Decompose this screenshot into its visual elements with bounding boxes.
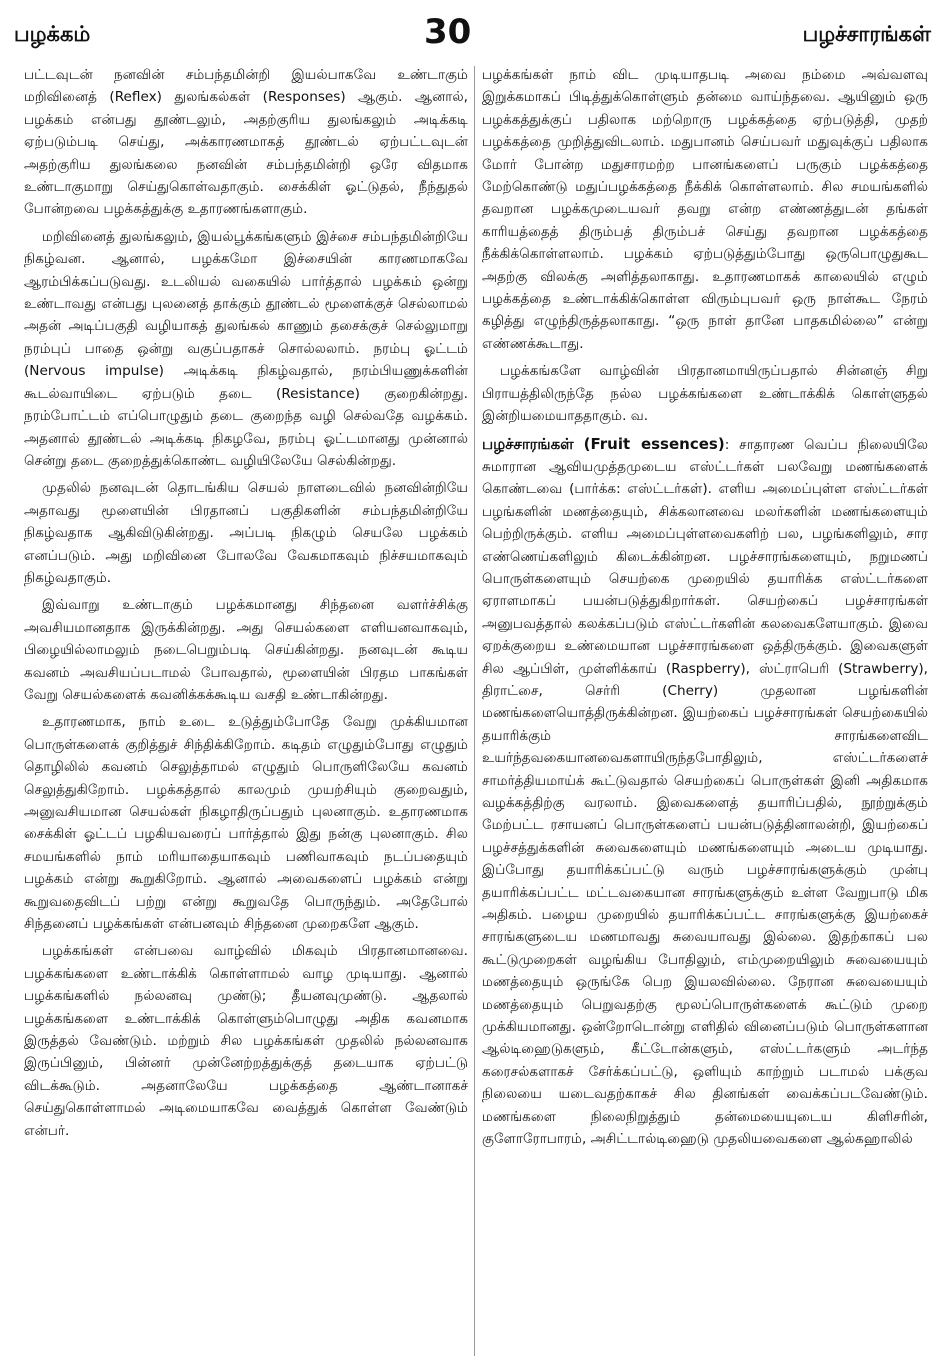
paragraph: உதாரணமாக, நாம் உடை உடுத்தும்போதே வேறு முக்கியமான பொருள்களைக் குறித்துச் சிந்திக்கிறோம். கடிதம் எழுதும்போது எழுதும் தொழிலில் கவனம் செலுத்தாமல் எழுதும் பொருளிலேயே கவனம் செலுத்துகிறோம். பழக்கத்தால் காலமும் முயற்சியும் குறைவதும், அனுவசியமான செயல்கள் நிகழாதிருப்பதும் புலனாகும். உதாரணமாக சைக்கிள் ஓட்டப் பழகியவரைப் பார்த்தால் இது நன்கு புலனாகும். சில சமயங்களில் நாம் மரியாதையாகவும் பணிவாகவும் நடப்பதையும் பழக்கம் என்று கூறுகிறோம். ஆனால் அவைகளைப் பழக்கம் என்று கூறுவதைவிடப் பற்று என்று கூறுவதே பொருந்தும். அதேபோல் சிந்தனைப் பழக்கங்கள் என்பனவும் சிந்தனை முறைகளே ஆகும்.: [24, 714, 468, 933]
entry-headword: பழச்சாரங்கள்: [482, 434, 574, 453]
paragraph: முதலில் நனவுடன் தொடங்கிய செயல் நாளடைவில் நனவின்றியே அதாவது மூளையின் பிரதானப் பகுதிகளின் சம்பந்தமின்றியே நிகழ்வதாக ஆகிவிடுகின்றது. அப்படி நிகழும் செயலே பழக்கம் எனப்படும். அது மறிவினை போலவே வேகமாகவும் நிச்சயமாகவும் நிகழ்வதாகும்.: [24, 480, 468, 586]
page-number: 30: [424, 12, 472, 52]
running-head-right: பழச்சாரங்கள்: [802, 22, 931, 46]
page-header: [0, 0, 949, 60]
left-column: [24, 64, 468, 1356]
paragraph: மறிவினைத் துலங்கலும், இயல்பூக்கங்களும் இச்சை சம்பந்தமின்றியே நிகழ்வன. ஆனால், பழக்கமோ இச்சையின் காரணமாகவே ஆரம்பிக்கப்படுவது. உடலியல் வகையில் பார்த்தால் பழக்கம் ஒன்று உண்டாவது என்பது புலனைத் தாக்கும் தூண்டல் மூளைக்குச் செல்லாமல் அதன் அடிப்பகுதி வழியாகத் துலங்கல் காணும் தசைக்குச் செல்லுமாறு நரம்புப் பாதை ஒன்று வகுப்பதாகச் சொல்லலாம். நரம்பு ஓட்டம் (Nervous impulse) அடிக்கடி நிகழ்வதால், நரம்பியணுக்களின் கூடல்வாயிடை ஏற்படும் தடை (Resistance) குறைகின்றது. நரம்போட்டம் எப்பொழுதும் தடை குறைந்த வழி செல்வதே வழக்கம். அதனால் தூண்டல் அடிக்கடி நிகழவே, நரம்பு ஓட்டமானது முன்னால் சென்று தடை குறைத்துக்கொண்ட வழியிலேயே செல்கின்றது.: [24, 228, 468, 469]
entry-headword-english: (Fruit essences): [583, 434, 725, 453]
column-divider: [474, 66, 475, 1356]
paragraph: பழக்கங்கள் என்பவை வாழ்வில் மிகவும் பிரதானமானவை. பழக்கங்களை உண்டாக்கிக் கொள்ளாமல் வாழ முடியாது. ஆனால் பழக்கங்களில் நல்லனவு முண்டு; தீயனவுமுண்டு. ஆதலால் பழக்கங்களை உண்டாக்கிக் கொள்ளும்பொழுது அதிக கவனமாக இருத்தல் வேண்டும். மற்றும் சில பழக்கங்கள் முதலில் நல்லனவாக இருப்பினும், பின்னர் முன்னேற்றத்துக்குத் தடையாக ஏற்பட்டு விடக்கூடும். அதனாலேயே பழக்கத்தை ஆண்டானாகச் செய்துகொள்ளாமல் அடிமையாகவே வைத்துக் கொள்ள வேண்டும் என்பர்.: [24, 943, 468, 1139]
paragraph: பழக்கங்கள் நாம் விட முடியாதபடி அவை நம்மை அவ்வளவு இறுக்கமாகப் பிடித்துக்கொள்ளும் தன்மை வாய்ந்தவை. ஆயினும் ஒரு பழக்கத்துக்குப் பதிலாக மற்றொரு பழக்கத்தை ஏற்படுத்தி, முதற் பழக்கத்தை முறித்துவிடலாம். மதுபானம் செய்பவர் மதுவுக்குப் பதிலாக மோர் போன்ற மதுசாரமற்ற பானங்களைப் பருகும் பழக்கத்தை மேற்கொண்டு மதுப்பழக்கத்தை நீக்கிக் கொள்ளலாம். சில சமயங்களில் தவறான பழக்கமுடையவர் தவறு என்ற எண்ணத்துடன் தங்கள் காரியத்தைத் திரும்பத் திரும்பச் செய்து தவறான பழக்கத்தை நீக்கிக்கொள்ளலாம். பழக்கம் ஏற்படுத்தும்போது ஒருபொழுதுகூட அதற்கு விலக்கு அளித்தலாகாது. உதாரணமாகக் காலையில் எழும் பழக்கத்தை உண்டாக்கிக்கொள்ள விரும்புபவர் ஒரு நாள்கூட நேரம் கழித்து எழுந்திருத்தலாகாது. “ஒரு நாள் தானே பாதகமில்லை” என்று எண்ணக்கூடாது.: [482, 67, 928, 352]
entry-body: : சாதாரண வெப்ப நிலையிலே சுமாரான ஆவியமுத்தமுடைய எஸ்ட்டர்கள் பலவேறு மணங்களைக் கொண்டவை (பார்க்க: எஸ்ட்டர்கள்). எளிய அமைப்புள்ள எஸ்ட்டர்கள் பழங்களின் மணத்தையும், சிக்கலானவை மலர்களின் மணங்களையும் பெற்றிருக்கும். எளிய அமைப்புள்ளவைகளிற் பல, பழங்களிலும், சார எண்ணெய்களிலும் கிடைக்கின்றன. பழச்சாரங்களையும், நறுமணப் பொருள்களையும் செயற்கை முறையில் தயாரிக்க எஸ்ட்டர்களை ஏராளமாகப் பயன்படுத்துகிறார்கள். செயற்கைப் பழச்சாரங்கள் அனுபவத்தால் கலக்கப்படும் எஸ்ட்டர்களின் கலவைகளேயாகும். இவை ஏறக்குறைய உண்மையான பழச்சாரங்களை ஒத்திருக்கும். இவைகளுள் சில ஆப்பிள், முள்ளிக்காய் (Raspberry), ஸ்ட்ராபெரி (Strawberry), திராட்சை, செர்ரி (Cherry) முதலான பழங்களின் மணங்களையொத்திருக்கின்றன. இயற்கைப் பழச்சாரங்கள் செயற்கையில் தயாரிக்கும் சாரங்களைவிட உயர்ந்தவகையானவைகளாயிருந்தபோதிலும், எஸ்ட்டர்களைச் சாமர்த்தியமாய்க் கூட்டுவதால் செயற்கைப் பொருள்கள் இனி அதிகமாக வழக்கத்திற்கு வரலாம். இவைகளைத் தயாரிப்பதில், நூற்றுக்கும் மேற்பட்ட ரசாயனப் பொருள்களைப் பயன்படுத்தினாலன்றி, இயற்கைப் பழச்சத்துக்களின் சுவைகளையும் மணங்களையும் அடைய முடியாது. இப்போது தயாரிக்கப்பட்டு வரும் பழச்சாரங்களுக்கும் முன்பு தயாரிக்கப்பட்ட மட்டவகையான சாரங்களுக்கும் உள்ள வேறுபாடு மிக அதிகம். பழைய முறையில் தயாரிக்கப்பட்ட சாரங்களுக்கு இயற்கைச் சாரங்களுடைய மணமாவது சுவையாவது இல்லை. இதற்காகப் பல கூட்டுமுறைகள் வழங்கிய போதிலும், எம்முறையிலும் சுவையையும் மணத்தையும் ஒருங்கே பெற இயலவில்லை. நேரான சுவையையும் மணத்தையும் பெறுவதற்கு மூலப்பொருள்களைக் கூட்டும் முறை முக்கியமானது. ஒன்றோடொன்று எளிதில் வினைப்படும் பொருள்களான ஆல்டிஹைடுகளும், கீட்டோன்களும், எஸ்ட்டர்களும் அடர்ந்த கரைசல்களாகச் சேர்க்கப்பட்டு, ஒளியும் காற்றும் படாமல் பக்குவ நிலையை யடைவதற்காகச் சில தினங்கள் வைக்கப்படவேண்டும். மணங்களை நிலைநிறுத்தும் தன்மையையுடைய கிளிசரின், குளோரோபாரம், அசிட்டால்டிஹைடு முதலியவைகளை ஆல்கஹாலில்: [482, 436, 928, 1148]
paragraph: பட்டவுடன் நனவின் சம்பந்தமின்றி இயல்பாகவே உண்டாகும் மறிவினைத் (Reflex) துலங்கல்கள் (Responses) ஆகும். ஆனால், பழக்கம் என்பது தூண்டலும், அதற்குரிய துலங்கலும் அடிக்கடி ஏற்படும்படி செய்து, அக்காரணமாகத் தூண்டல் ஏற்பட்டவுடன் அதற்குரிய துலங்கலை நனவின் சம்பந்தமின்றி ஒரே விதமாக உண்டாகுமாறு செய்துகொள்வதாகும். சைக்கிள் ஓட்டுதல், நீந்துதல் போன்றவை பழக்கத்துக்கு உதாரணங்களாகும்.: [24, 67, 468, 218]
running-head-left: பழக்கம்: [14, 22, 91, 46]
encyclopedia-entry: [482, 433, 928, 1151]
right-column: [482, 64, 928, 1356]
paragraph: பழக்கங்களே வாழ்வின் பிரதானமாயிருப்பதால் சின்னஞ் சிறு பிராயத்திலிருந்தே நல்ல பழக்கங்களை உண்டாக்கிக் கொள்ளுதல் இன்றியமையாததாகும். வ.: [482, 363, 928, 425]
paragraph: இவ்வாறு உண்டாகும் பழக்கமானது சிந்தனை வளர்ச்சிக்கு அவசியமானதாக இருக்கின்றது. அது செயல்களை எளியனவாகவும், பிழையில்லாமலும் நடைபெறும்படி செய்கின்றது. நனவுடன் கூடிய கவனம் அவசியப்படாமல் போவதால், மூளையின் பிரதம பாகங்கள் வேறு செயல்களைக் கவனிக்கக்கூடிய வசதி உண்டாகின்றது.: [24, 597, 468, 703]
